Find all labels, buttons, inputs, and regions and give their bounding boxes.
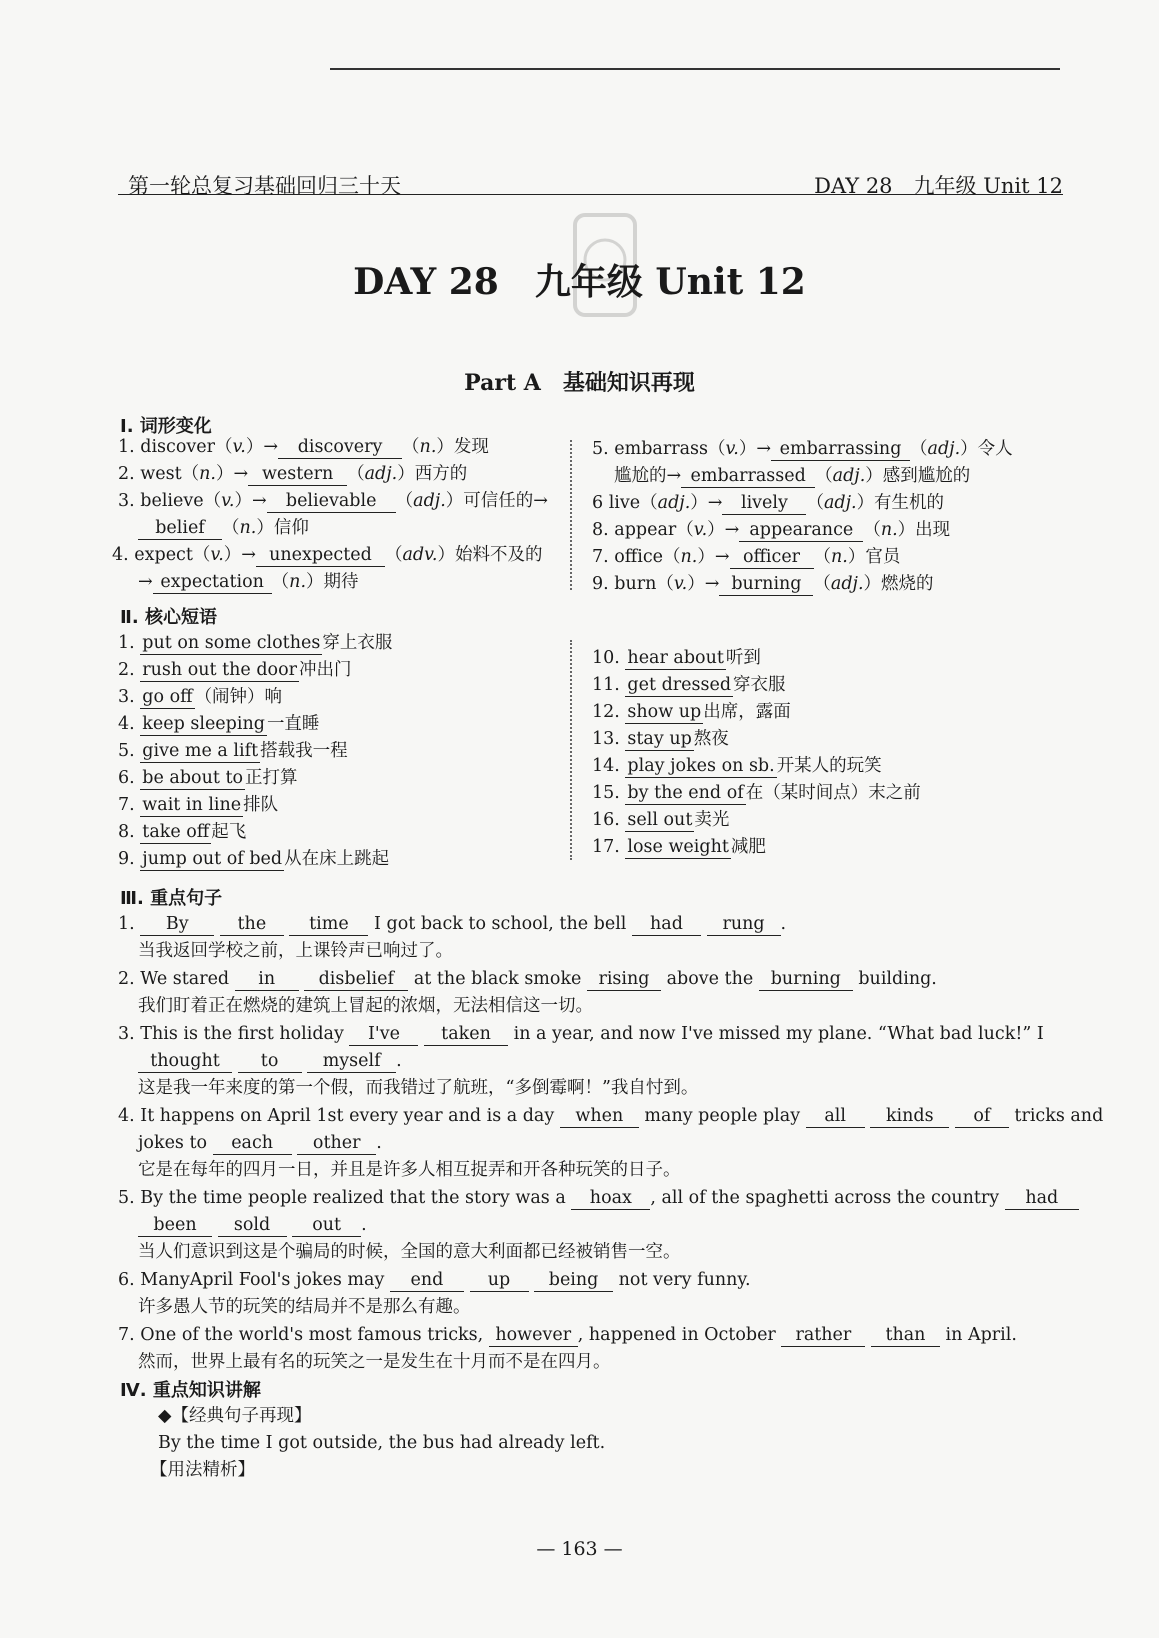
answer-blank: rush out the door	[142, 660, 297, 680]
phrase-item: 12. show up 出席，露面	[592, 702, 791, 722]
phrase-item: 6. be about to 正打算	[118, 768, 298, 788]
sentence-4-cn: 它是在每年的四月一日，并且是许多人相互捉弄和开各种玩笑的日子。	[138, 1160, 681, 1180]
example-sentence: By the time I got outside, the bus had already left.	[158, 1433, 606, 1453]
phrase-item: 1. put on some clothes 穿上衣服	[118, 633, 393, 653]
sentence-5-cont: been sold out .	[138, 1212, 367, 1238]
top-rule	[330, 68, 1060, 70]
answer-blank: by the end of	[627, 783, 744, 803]
column-divider	[570, 640, 572, 860]
wordform-item: 4. expect（v.）→ unexpected （adv.）始料不及的	[112, 545, 543, 565]
phrase-item: 10. hear about 听到	[592, 648, 761, 668]
wordform-item: 尴尬的→ embarrassed （adj.）感到尴尬的	[614, 466, 971, 486]
sentence-4-cont: jokes to each other .	[138, 1133, 382, 1153]
answer-blank: go off	[142, 687, 193, 707]
answer-blank: be about to	[142, 768, 244, 788]
sentence-5: 5. By the time people realized that the story was a hoax , all of the spaghetti across the country had	[118, 1185, 1079, 1211]
phrase-item: 15. by the end of 在（某时间点）末之前	[592, 783, 921, 803]
answer-blank: take off	[142, 822, 210, 842]
wordform-item: → expectation （n.）期待	[138, 572, 359, 592]
wordform-item: 1. discover（v.）→ discovery （n.）发现	[118, 437, 489, 457]
sentence-6: 6. ManyApril Fool's jokes may end up being not very funny.	[118, 1270, 751, 1290]
answer-blank: jump out of bed	[142, 849, 283, 869]
answer-blank: play jokes on sb.	[627, 756, 775, 776]
answer-blank: lose weight	[627, 837, 729, 857]
wordform-item: 2. west（n.）→ western （adj.）西方的	[118, 464, 468, 484]
sec2-heading: Ⅱ. 核心短语	[120, 607, 217, 628]
page-title: DAY 28 九年级 Unit 12	[353, 261, 806, 303]
sec1-heading: Ⅰ. 词形变化	[120, 416, 212, 437]
wordform-item: 9. burn（v.）→ burning （adj.）燃烧的	[592, 574, 934, 594]
sentence-1-cn: 当我返回学校之前，上课铃声已响过了。	[138, 941, 453, 961]
wordform-item: 5. embarrass（v.）→ embarrassing （adj.）令人	[592, 439, 1013, 459]
column-divider	[570, 440, 572, 590]
phrase-item: 17. lose weight 减肥	[592, 837, 766, 857]
answer-blank: embarrassed	[681, 465, 815, 488]
sentence-7: 7. One of the world's most famous tricks, however , happened in October rather than in April.	[118, 1325, 1017, 1345]
answer-blank: appearance	[739, 519, 863, 542]
classic-sentence-label: ◆【经典句子再现】	[158, 1406, 312, 1426]
running-header-right: DAY 28 九年级 Unit 12	[814, 174, 1063, 198]
answer-blank: belief	[138, 517, 222, 540]
sentence-3-cont: thought to myself .	[138, 1048, 402, 1074]
running-header-left: 第一轮总复习基础回归三十天	[128, 174, 401, 198]
sentence-2: 2. We stared in disbelief at the black smoke rising above the burning building.	[118, 969, 937, 989]
answer-blank: believable	[267, 490, 396, 513]
answer-blank: lively	[722, 492, 806, 515]
sentence-4: 4. It happens on April 1st every year and is a day when many people play all kinds of tricks and	[118, 1106, 1104, 1126]
answer-blank: stay up	[627, 729, 692, 749]
sentence-5-cn: 当人们意识到这是个骗局的时候，全国的意大利面都已经被销售一空。	[138, 1242, 681, 1262]
sec4-heading: Ⅳ. 重点知识讲解	[120, 1380, 261, 1401]
phrase-item: 11. get dressed 穿衣服	[592, 675, 786, 695]
phrase-item: 7. wait in line 排队	[118, 795, 279, 815]
phrase-item: 3. go off （闹钟）响	[118, 687, 283, 707]
answer-blank: unexpected	[256, 544, 385, 567]
sec3-heading: Ⅲ. 重点句子	[120, 888, 223, 909]
answer-blank: give me a lift	[142, 741, 259, 761]
phrase-item: 5. give me a lift 搭载我一程	[118, 741, 348, 761]
header-rule	[118, 194, 1063, 195]
answer-blank: officer	[730, 546, 814, 569]
answer-blank: embarrassing	[771, 438, 910, 461]
sentence-3-cn: 这是我一年来度的第一个假，而我错过了航班，“多倒霉啊！”我自忖到。	[138, 1078, 699, 1098]
phrase-item: 14. play jokes on sb. 开某人的玩笑	[592, 756, 882, 776]
answer-blank: expectation	[153, 571, 272, 594]
sentence-2-cn: 我们盯着正在燃烧的建筑上冒起的浓烟，无法相信这一切。	[138, 996, 593, 1016]
answer-blank: get dressed	[627, 675, 732, 695]
wordform-item: 7. office（n.）→ officer （n.）官员	[592, 547, 901, 567]
wordform-item: 6 live（adj.）→ lively （adj.）有生机的	[592, 493, 945, 513]
sentence-3: 3. This is the first holiday I've taken in a year, and now I've missed my plane. “What bad luck!” I	[118, 1024, 1044, 1044]
phrase-item: 13. stay up 熬夜	[592, 729, 729, 749]
page-number: — 163 —	[536, 1538, 623, 1560]
sentence-7-cn: 然而，世界上最有名的玩笑之一是发生在十月而不是在四月。	[138, 1352, 611, 1372]
answer-blank: western	[248, 463, 347, 486]
answer-blank: discovery	[278, 436, 402, 459]
wordform-item: belief （n.）信仰	[138, 515, 309, 541]
answer-blank: put on some clothes	[142, 633, 321, 653]
answer-blank: show up	[627, 702, 702, 722]
wordform-item: 3. believe（v.）→ believable （adj.）可信任的→	[118, 491, 548, 511]
answer-blank: burning	[719, 573, 813, 596]
phrase-item: 4. keep sleeping 一直睡	[118, 714, 320, 734]
phrase-item: 9. jump out of bed 从在床上跳起	[118, 849, 390, 869]
phrase-item: 2. rush out the door 冲出门	[118, 660, 352, 680]
sentence-6-cn: 许多愚人节的玩笑的结局并不是那么有趣。	[138, 1297, 471, 1317]
phrase-item: 16. sell out 卖光	[592, 810, 730, 830]
answer-blank: hear about	[627, 648, 724, 668]
answer-blank: keep sleeping	[142, 714, 265, 734]
usage-analysis-label: 【用法精析】	[150, 1460, 255, 1480]
answer-blank: sell out	[627, 810, 693, 830]
sentence-1: 1. By the time I got back to school, the bell had rung .	[118, 914, 787, 934]
answer-blank: wait in line	[142, 795, 242, 815]
part-a-heading: Part A 基础知识再现	[464, 370, 695, 396]
wordform-item: 8. appear（v.）→ appearance （n.）出现	[592, 520, 951, 540]
phrase-item: 8. take off 起飞	[118, 822, 247, 842]
